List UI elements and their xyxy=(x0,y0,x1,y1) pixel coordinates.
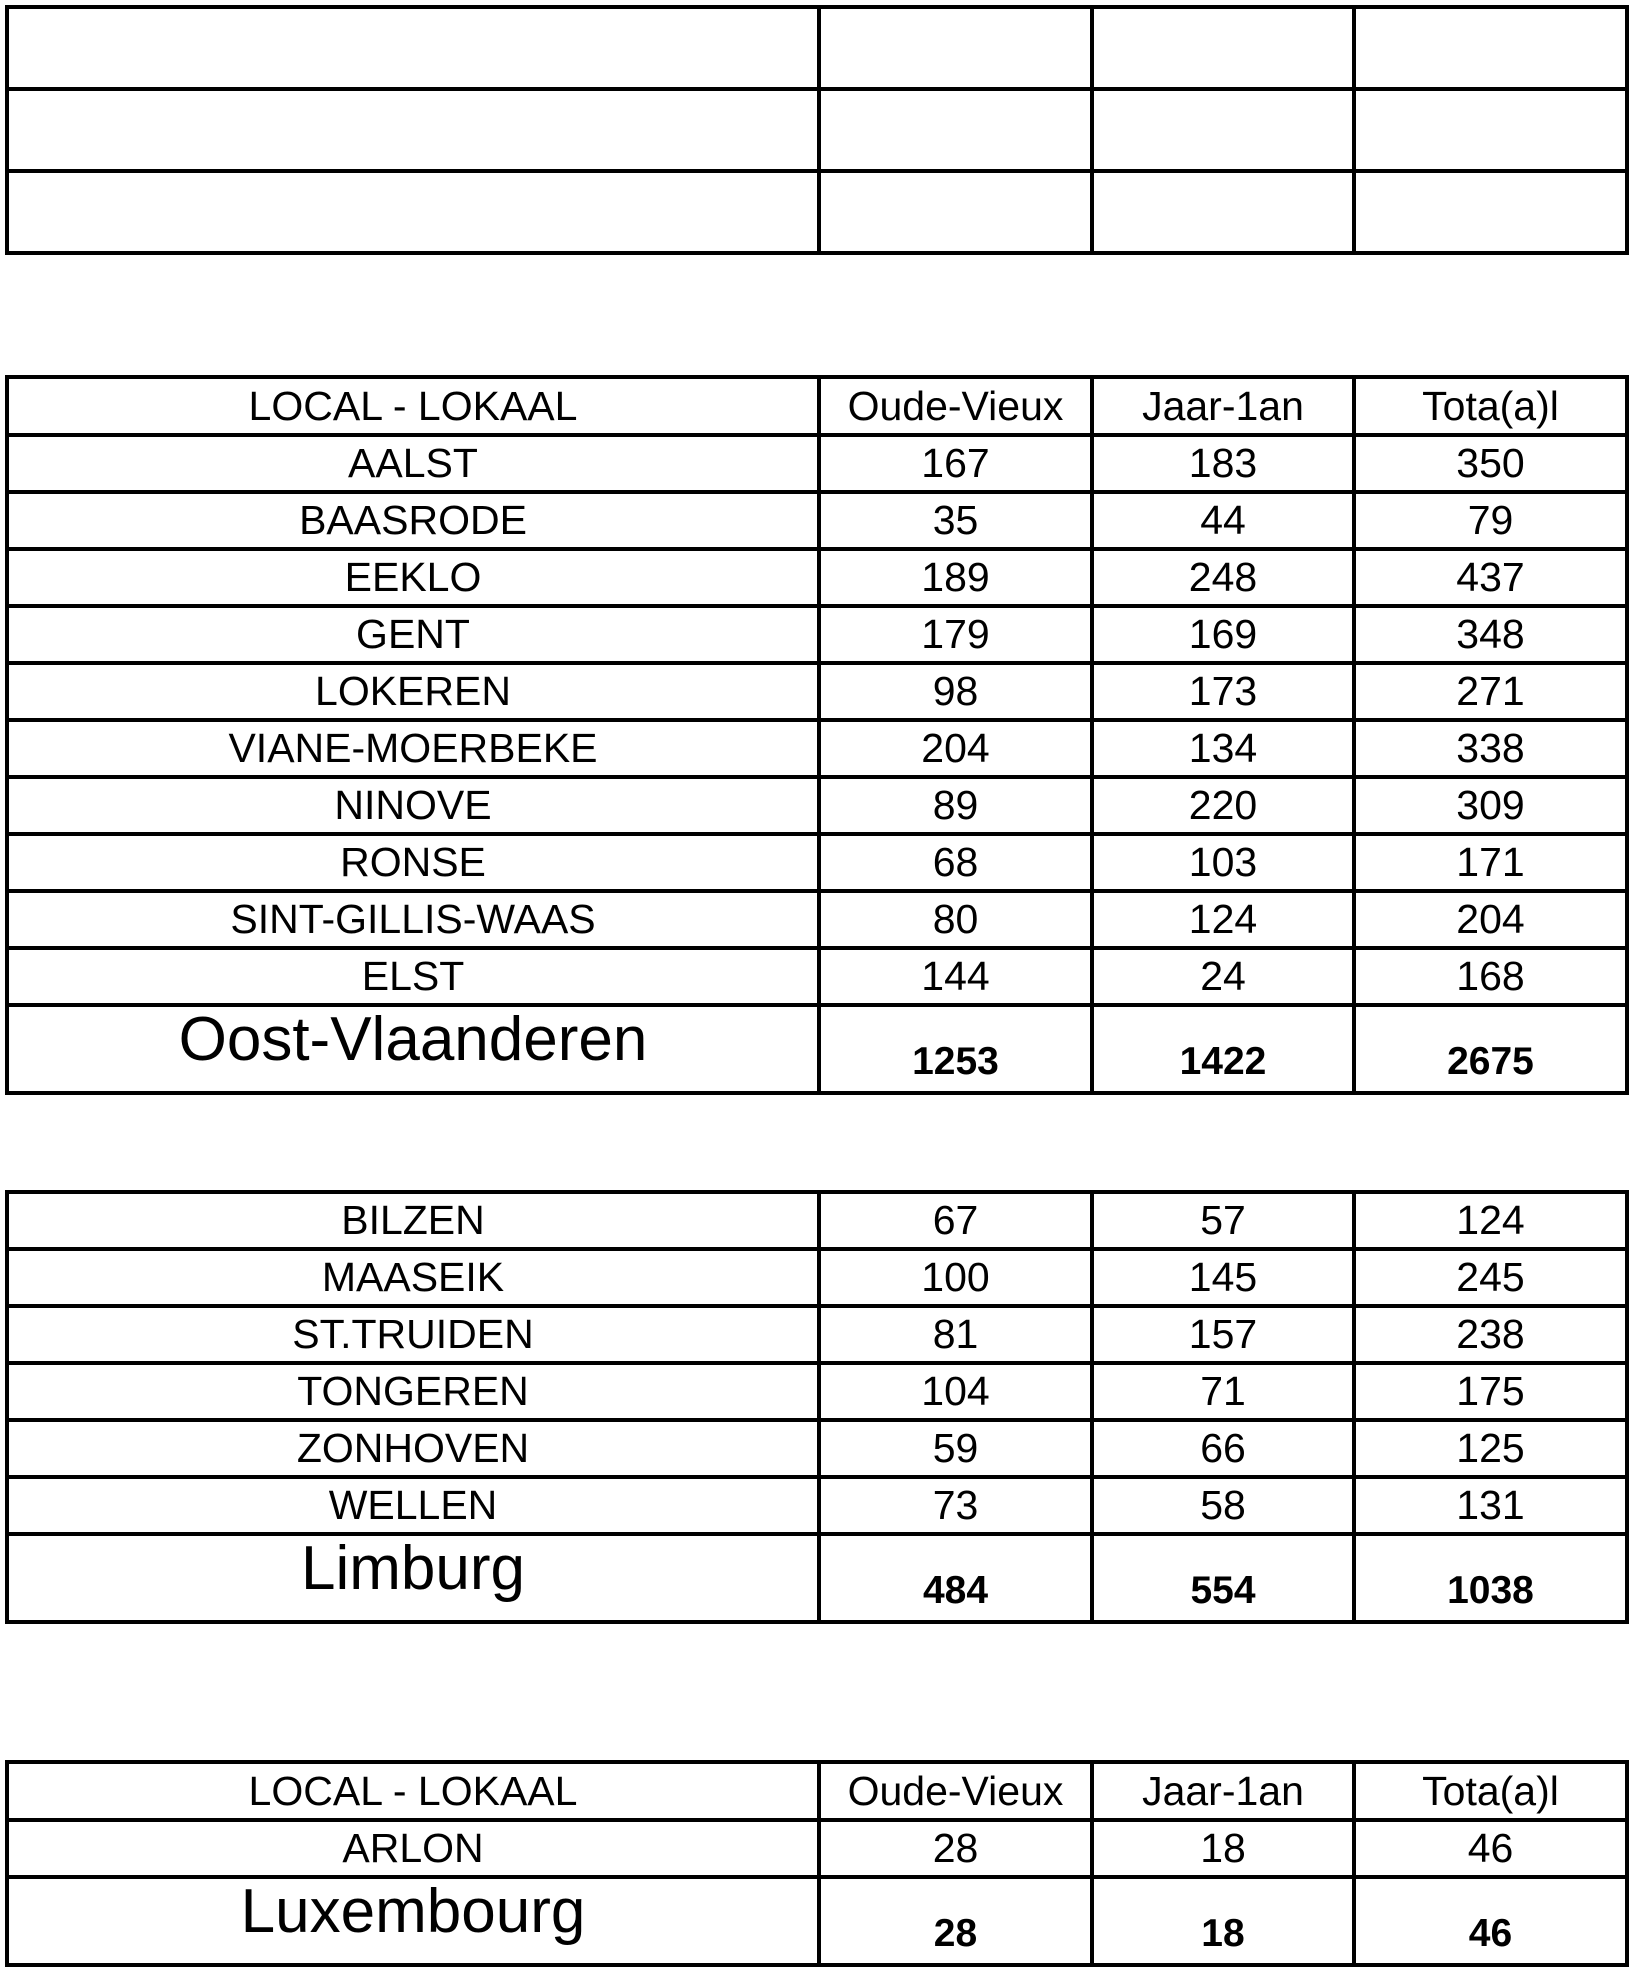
blank-cell xyxy=(819,171,1092,253)
total-count: 124 xyxy=(1354,1192,1627,1249)
total-count: 171 xyxy=(1354,834,1627,891)
year-count: 248 xyxy=(1092,549,1354,606)
total-count: 245 xyxy=(1354,1249,1627,1306)
local-name: RONSE xyxy=(7,834,819,891)
local-name: MAASEIK xyxy=(7,1249,819,1306)
subtotal-row xyxy=(7,1877,1627,1965)
local-name: BAASRODE xyxy=(7,492,819,549)
blank-cell xyxy=(819,89,1092,171)
blank-cell xyxy=(819,7,1092,89)
subtotal-total: 46 xyxy=(1354,1877,1627,1965)
local-name: SINT-GILLIS-WAAS xyxy=(7,891,819,948)
header-old: Oude-Vieux xyxy=(819,377,1092,435)
total-count: 338 xyxy=(1354,720,1627,777)
local-name: TONGEREN xyxy=(7,1363,819,1420)
subtotal-row xyxy=(7,1005,1627,1093)
header-row xyxy=(7,1762,1627,1820)
table-row xyxy=(7,1192,1627,1249)
header-row xyxy=(7,377,1627,435)
year-count: 58 xyxy=(1092,1477,1354,1534)
local-name: AALST xyxy=(7,435,819,492)
year-count: 183 xyxy=(1092,435,1354,492)
blank-cell xyxy=(1092,171,1354,253)
header-local: LOCAL - LOKAAL xyxy=(7,377,819,435)
old-count: 73 xyxy=(819,1477,1092,1534)
old-count: 204 xyxy=(819,720,1092,777)
total-count: 125 xyxy=(1354,1420,1627,1477)
local-name: WELLEN xyxy=(7,1477,819,1534)
subtotal-row xyxy=(7,1534,1627,1622)
total-count: 309 xyxy=(1354,777,1627,834)
year-count: 173 xyxy=(1092,663,1354,720)
old-count: 167 xyxy=(819,435,1092,492)
total-count: 348 xyxy=(1354,606,1627,663)
subtotal-old: 1253 xyxy=(819,1005,1092,1093)
old-count: 80 xyxy=(819,891,1092,948)
blank-cell xyxy=(1092,7,1354,89)
blank-cell xyxy=(1354,171,1627,253)
local-name: EEKLO xyxy=(7,549,819,606)
local-name: GENT xyxy=(7,606,819,663)
local-name: NINOVE xyxy=(7,777,819,834)
blank-row xyxy=(7,171,1627,253)
subtotal-year: 1422 xyxy=(1092,1005,1354,1093)
total-count: 131 xyxy=(1354,1477,1627,1534)
total-count: 79 xyxy=(1354,492,1627,549)
table-row xyxy=(7,834,1627,891)
total-count: 168 xyxy=(1354,948,1627,1005)
header-year: Jaar-1an xyxy=(1092,377,1354,435)
local-name: ELST xyxy=(7,948,819,1005)
blank-cell xyxy=(7,171,819,253)
table-row xyxy=(7,720,1627,777)
year-count: 157 xyxy=(1092,1306,1354,1363)
year-count: 71 xyxy=(1092,1363,1354,1420)
table-row xyxy=(7,492,1627,549)
blank-cell xyxy=(7,89,819,171)
header-year: Jaar-1an xyxy=(1092,1762,1354,1820)
table-row xyxy=(7,948,1627,1005)
subtotal-total: 2675 xyxy=(1354,1005,1627,1093)
year-count: 145 xyxy=(1092,1249,1354,1306)
year-count: 103 xyxy=(1092,834,1354,891)
total-count: 437 xyxy=(1354,549,1627,606)
table-row xyxy=(7,1820,1627,1877)
total-count: 204 xyxy=(1354,891,1627,948)
year-count: 57 xyxy=(1092,1192,1354,1249)
oost-vlaanderen-table xyxy=(5,375,1629,1095)
blank-table xyxy=(5,5,1629,255)
table-row xyxy=(7,777,1627,834)
local-name: ST.TRUIDEN xyxy=(7,1306,819,1363)
province-name: Oost-Vlaanderen xyxy=(7,1005,819,1093)
total-count: 350 xyxy=(1354,435,1627,492)
year-count: 18 xyxy=(1092,1820,1354,1877)
old-count: 100 xyxy=(819,1249,1092,1306)
old-count: 98 xyxy=(819,663,1092,720)
old-count: 28 xyxy=(819,1820,1092,1877)
year-count: 66 xyxy=(1092,1420,1354,1477)
year-count: 134 xyxy=(1092,720,1354,777)
subtotal-total: 1038 xyxy=(1354,1534,1627,1622)
old-count: 189 xyxy=(819,549,1092,606)
table-row xyxy=(7,891,1627,948)
blank-cell xyxy=(1354,89,1627,171)
year-count: 220 xyxy=(1092,777,1354,834)
table-row xyxy=(7,663,1627,720)
province-name: Luxembourg xyxy=(7,1877,819,1965)
table-row xyxy=(7,1306,1627,1363)
header-total: Tota(a)l xyxy=(1354,1762,1627,1820)
header-total: Tota(a)l xyxy=(1354,377,1627,435)
province-name: Limburg xyxy=(7,1534,819,1622)
old-count: 81 xyxy=(819,1306,1092,1363)
old-count: 68 xyxy=(819,834,1092,891)
local-name: ARLON xyxy=(7,1820,819,1877)
subtotal-year: 18 xyxy=(1092,1877,1354,1965)
total-count: 46 xyxy=(1354,1820,1627,1877)
table-row xyxy=(7,1420,1627,1477)
blank-row xyxy=(7,7,1627,89)
blank-cell xyxy=(1354,7,1627,89)
header-local: LOCAL - LOKAAL xyxy=(7,1762,819,1820)
subtotal-old: 28 xyxy=(819,1877,1092,1965)
old-count: 144 xyxy=(819,948,1092,1005)
local-name: LOKEREN xyxy=(7,663,819,720)
subtotal-old: 484 xyxy=(819,1534,1092,1622)
old-count: 89 xyxy=(819,777,1092,834)
blank-cell xyxy=(7,7,819,89)
old-count: 104 xyxy=(819,1363,1092,1420)
year-count: 169 xyxy=(1092,606,1354,663)
year-count: 124 xyxy=(1092,891,1354,948)
subtotal-year: 554 xyxy=(1092,1534,1354,1622)
total-count: 175 xyxy=(1354,1363,1627,1420)
table-row xyxy=(7,549,1627,606)
blank-row xyxy=(7,89,1627,171)
header-old: Oude-Vieux xyxy=(819,1762,1092,1820)
year-count: 44 xyxy=(1092,492,1354,549)
year-count: 24 xyxy=(1092,948,1354,1005)
table-row xyxy=(7,1477,1627,1534)
table-row xyxy=(7,435,1627,492)
blank-cell xyxy=(1092,89,1354,171)
local-name: VIANE-MOERBEKE xyxy=(7,720,819,777)
luxembourg-table xyxy=(5,1760,1629,1967)
table-row xyxy=(7,606,1627,663)
total-count: 238 xyxy=(1354,1306,1627,1363)
old-count: 179 xyxy=(819,606,1092,663)
table-row xyxy=(7,1363,1627,1420)
limburg-table xyxy=(5,1190,1629,1624)
old-count: 67 xyxy=(819,1192,1092,1249)
local-name: ZONHOVEN xyxy=(7,1420,819,1477)
total-count: 271 xyxy=(1354,663,1627,720)
old-count: 35 xyxy=(819,492,1092,549)
table-row xyxy=(7,1249,1627,1306)
old-count: 59 xyxy=(819,1420,1092,1477)
local-name: BILZEN xyxy=(7,1192,819,1249)
